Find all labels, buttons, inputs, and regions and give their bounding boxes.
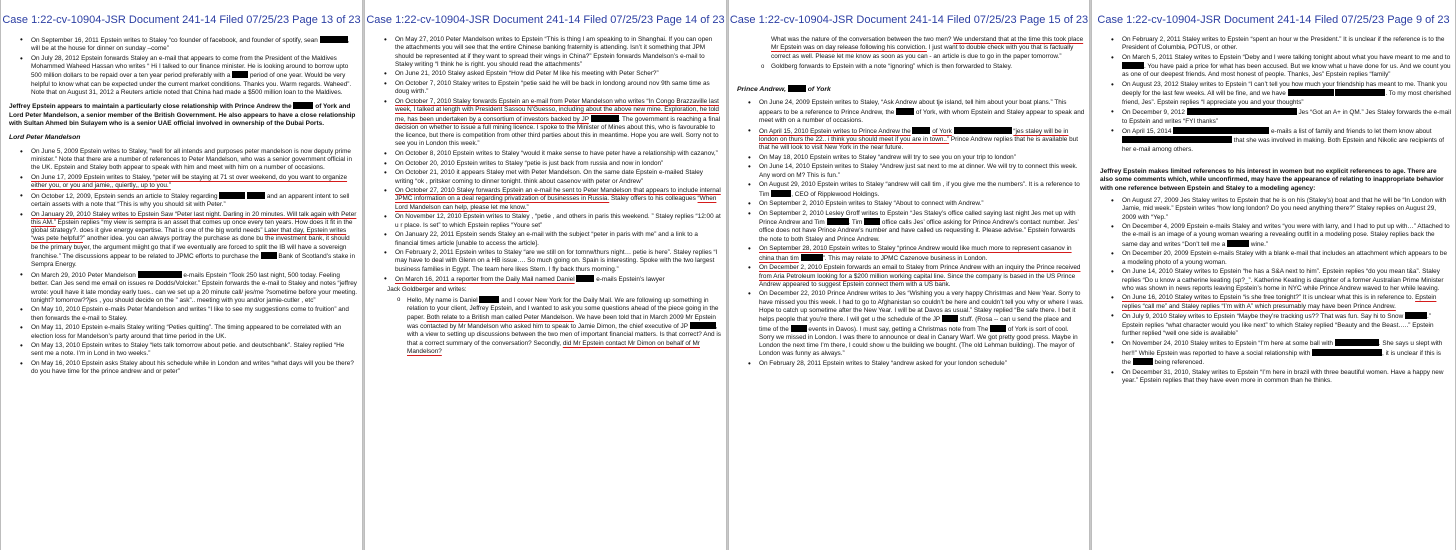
list-item: • On June 14, 2010 Staley writes to Epstein “he has a S&A next to him”. Epstein replies “do you mean t&a”. Staley replies “Do u know a catherine keating (sp?_”. Katherine Keating is daughter of a former Australian Prime Minister who was shown in news reports leaving Epstein’s home in NYC while Prince Andrew waved to her while leaving. <box>1100 268 1451 293</box>
list-item: • On October 12, 2009, Epstein sends an article to Staley regarding and an apparent intent to sell certain assets with a note that “This is why you should sit with Peter.” <box>9 192 358 210</box>
redaction-box <box>1227 240 1249 247</box>
document-page-9 <box>1091 0 1456 550</box>
underlined-text: On June 16, 2010 Staley writes to Epstein “is she free tonight?” <box>1122 294 1302 302</box>
list-item: • On May 10, 2010 Epstein e-mails Peter Mandelson and writes “I like to see my suggestions come to fruition” and then forwards the e-mail to Staley. <box>9 306 358 323</box>
list-item: • On December 4, 2009 Epstein e-mails Staley and writes “you were with larry, and I had to put up with…” Attached to the e-mail is an image of a young woman wearing a revealing outfit in a modeling pose. Staley replies back the same day and writes “Don’t tell me a wine.” <box>1100 223 1451 249</box>
underlined-text: Epstein replies “call me” and Staley replies “I’m with A” which presumably may have been Prince Andrew. <box>1122 294 1437 310</box>
redaction-box <box>219 192 245 199</box>
list-item: • On May 13, 2010 Epstein writes to Staley “lets talk tomorrow about petie. and deutschbank”. Staley replied “He sent me a note. I’m in Lond in two weeks.” <box>9 342 358 359</box>
underlined-text: On October 7, 2010 Staley forwards Epstein an e-mail from Peter Mandelson who writes “In Congo Brazzaville last week, I talked at length with President Sassou N’Guesso, including about the above new mine. Exploration, he told me, has been undertaken by a consortium of investors backed by JP <box>395 97 719 123</box>
underlined-text: On December 2, 2010 Epstein forwards an email to Staley from Prince Andrew with an inquiry the Prince received from Aria Petroleum looking for a $200 million working capital line. <box>759 264 1081 280</box>
bullet-list <box>9 148 358 377</box>
list-item: • On July 9, 2010 Staley writes to Epstein “Maybe they’re tracking us?? That was fun. Say hi to Snow .” Epstein replies “what character would you like next” to which Staley replied “Beauty and the Beast…..” Epstein further replied “well one side is available” <box>1100 312 1451 338</box>
list-item: • On June 24, 2009 Epstein writes to Staley, “Ask Andrew about tje island, tell him about your boat plans.” This appears to be a reference to Prince Andrew, the of York, with whom Epstein and Staley appear to speak and meet with on a number of occasions. <box>737 99 1085 125</box>
list-item: • On October 20, 2010 Epstein writes to Staley “petie is just back from russia and now in london” <box>373 160 722 168</box>
redaction-box <box>138 271 182 278</box>
list-item: • On January 22, 2011 Epstein sends Staley an e-mail with the subject “peter in paris with me” and a link to a financial times article [unable to access the article]. <box>373 231 722 248</box>
list-item: • On October 21, 2010 it appears Staley met with Peter Mandelson. On the same date Epstein e-mailed Staley writing “ok , pritsker coming to dinner tonight. think about casenov with peter or Andrew” <box>373 169 722 186</box>
list-item: • On May 27, 2010 Peter Mandelson writes to Epstein “This is thing I am speaking to in Shanghai. If you can open the attachments you will see that the entire Chinese banking fraternity is attending. Isn’t it something that JPM should be represented at if they want to spread their wings in China?” Epstein forwards Mandelson’s e-mail to Staley writing “I think he is right. you should read the attachments” <box>373 36 722 69</box>
page-header: Case 1:22-cv-10904-JSR Document 241-14 Filed 07/25/23 Page 14 of 23 <box>366 14 725 26</box>
list-item: • On August 23, 2012 Staley writes to Epstein “I can’t tell you how much your friendship has meant to me. Thank you deeply for the last few weeks. All will be fine, and we have . To my most cherished friend, Jes”. Epstein replies “I appreciate you and your thoughts” <box>1100 81 1451 107</box>
underlined-text: On January 29, 2010 Staley writes to Epstein Saw “Peter last night. Darling in 20 minutes. Will talk again with Peter this AM.” <box>31 210 357 226</box>
list-item: • On April 15, 2010 Epstein writes to Prince Andrew the of York “jes staley will be in london on thurs the 22.. i think you should meet if you are in town..” Prince Andrew replies that he is available but that he will look to visit New York in the near future. <box>737 127 1085 153</box>
sub-list <box>737 63 1085 71</box>
sub-list-item: o Goldberg forwards to Epstein with a note “ignoring” which is then forwarded to Staley. <box>737 63 1085 71</box>
list-item: • On March 29, 2010 Peter Mandelson e-mails Epstein “Took 250 last night, 500 today. Feeling better. Can Jes send me email on issues re Dodds/Volcker.” Epstein forwards the e-mail to Staley and notes “jeffrey wrote: youll have it late monday early tues.. can we set up a 20 minute call/ jes/me ?sometime before your meeting. tonight? tomorrow??jes , you should decide on the ” ask”.. meeting with you and/or jamie-cutler , etc” <box>9 271 358 305</box>
redaction-box <box>864 218 880 225</box>
list-item: • On September 28, 2010 Epstein writes to Staley “prince Andrew would like much more to represent casanov in china than tim ”. This may relate to JPMC Cazenove business in London. <box>737 245 1085 263</box>
sub-list-item: o Hello, My name is Daniel and I cover New York for the Daily Mail. We are following up something in relation to your client, Jeffrey Epstein, and I wanted to ask you some questions ahead of the piece going in the paper. Both relate to a British man called Peter Mandelson. We have been told that in March 2009 Mr Epstein was contacted by Mr Mandelson who asked him to speak to Jamie Dimon, the chief executive of JP , with a view to setting up discussions between the two men of important financial matters. Is that correct? And is that a correct summary of the conversation? Secondly, did Mr Epstein contact Mr Dimon on behalf of Mr Mandelson? <box>373 296 722 356</box>
list-item: • On February 28, 2011 Epstein writes to Staley “andrew asked for your london schedule” <box>737 360 1085 368</box>
list-item: • On December 31, 2010, Staley writes to Epstein “I’m here in brazil with three beautiful women. Have a happy new year.” Epstein replies that they have even more in common than he thinks. <box>1100 369 1451 386</box>
bullet-list <box>1100 36 1451 154</box>
underlined-text: Later that day, Epstein writes “was pete helpful? <box>31 227 347 243</box>
section-heading: Prince Andrew, of York <box>737 86 831 94</box>
list-item: • On February 2, 2011 Epstein writes to Staley “are we still on for tomrw/thurs night… petie is here”. Staley replies “I may have to deal with Glenn on a HB issue…. So much going on. Spain is interesting. Spoke with the two largest business families in Egypt. The team here likes Stern. I fly back thurs morning.” <box>373 249 722 274</box>
redaction-box <box>827 218 849 225</box>
list-item: • On June 16, 2010 Staley writes to Epstein “is she free tonight?” It is unclear what this is in reference to. Epstein replies “call me” and Staley replies “I’m with A” which presumably may have been Prince Andrew. <box>1100 294 1451 311</box>
section-intro: Jeffrey Epstein appears to maintain a particularly close relationship with Prince Andrew the of York and Lord Peter Mandelson, a senior member of the British Government. He also appears to have a close relationship with Sultan Ahmed bin Sulayem who is a senior UAE official involved in ownership of the Dubai Ports. <box>9 103 356 127</box>
list-item: • On October 27, 2010 Staley forwards Epstein an e-mail he sent to Peter Mandelson that appears to include internal JPMC information on a deal regarding privatization of businesses in Russia. Staley offers to his colleagues “When Lord Mandelson can help, please let me know.” <box>373 187 722 212</box>
list-item: • On December 22, 2010 Prince Andrew writes to Jes “Wishing you a very happy Christmas and New Year. Sorry to have missed you this week. I had to go to Afghanistan so couldn’t be here and couldn’t tell you why or where I was. Hope to catch up sometime after the New Year. I will be at Davos as usual.” Staley replied “Be safe there. I bet it helps people that you’re there. I will get u the schedule of the JP stuff. (Rosa -- can u send the place and time of the events in Davos). I must say, getting a Christmas note from The of York is sort of cool. Sorry we missed in London. I was there to announce or deal in Canary Warf. We got pretty good press. Maybe in London the next time I’m there, I could show u the building we bought. (The old Lehman building). The mayor of London was funny as always.” <box>737 290 1085 358</box>
underlined-text: did Mr Epstein contact Mr Dimon on behalf of Mr Mandelson? <box>407 339 700 355</box>
list-item: • On November 12, 2010 Epstein writes to Staley , “petie , and others in paris this weekend. ” Staley replies “12:00 at u r place. Is set” to which Epstein replies “Youre set” <box>373 213 722 230</box>
list-item: • On September 16, 2011 Epstein writes to Staley “co founder of facebook, and founder of spotify, sean , will be at the house for dinner on sunday –come” <box>9 36 358 54</box>
list-item: • On February 2, 2011 Staley writes to Epstein “spent an hour w the President.” It is unclear if the reference is to the President of Columbia, POTUS, or other. <box>1100 36 1451 53</box>
list-item: • On March 5, 2011 Staley writes to Epstein “Deby and I were talking tonight about what you have meant to me and to . You have paid a price for what has been accused. But we know what u have done for us. And we count you as one of our deepest friends. And most honest of people. Thanks, Jes” Epstein replies “family” <box>1100 54 1451 80</box>
underlined-text: “When Lord Mandelson can help, please let me know.” <box>395 195 717 211</box>
underlined-text: On April 15, 2010 Epstein writes to Prince Andrew the <box>759 127 911 135</box>
list-item: • On June 14, 2010 Epstein writes to Staley “Andrew just sat next to me at dinner. We will try to connect this week. Any word on M? This is fun.” <box>737 163 1085 180</box>
page-header: Case 1:22-cv-10904-JSR Document 241-14 Filed 07/25/23 Page 9 of 23 <box>1097 14 1450 26</box>
document-page-15 <box>728 0 1090 550</box>
list-item: • On April 15, 2014 e-mails a list of family and friends to let them know about that she was involved in making. Both Epstein and Nikolic are recipients of her e-mail among others. <box>1100 127 1451 154</box>
redaction-box <box>293 102 313 109</box>
redaction-box <box>954 127 1012 134</box>
list-item: • On June 5, 2009 Epstein writes to Staley, “well for all intends and purposes peter mandelson is now deputy prime minister.” Note that there are a number of references to Peter Mandelson, who was a senior government official in the UK. Epstein and Staley both appear to speak with him and meet with him on a number of occasions. <box>9 148 358 173</box>
list-item: • On October 7, 2010 Staley forwards Epstein an e-mail from Peter Mandelson who writes “In Congo Brazzaville last week, I talked at length with President Sassou N’Guesso, including about the above new mine. Exploration, he told me, has been undertaken by a consortium of investors backed by JP . The government is reaching a final decision on whether to issue a full mining licence. I spoke to the Minister of Mines about this, who is favourable to the licence, but there is competition from other third parties about this in meantime. Hope you are well. Sorry not to see you in London this week.” <box>373 98 722 149</box>
continued-quote: What was the nature of the conversation between the two men? We understand that at the time this took place Mr Epstein was on day release following his conviction. I just want to double check with you that is factually correct as well. Please let me know as soon as you can - an article is due to go in the paper tomorrow.” <box>771 36 1084 60</box>
redaction-box <box>942 315 958 322</box>
list-item: • On October 7, 2010 Staley writes to Epstein “petie said he will be back in londong around nov 9th same time as doug wirth.” <box>373 80 722 97</box>
redaction-box <box>801 254 823 261</box>
page-header: Case 1:22-cv-10904-JSR Document 241-14 Filed 07/25/23 Page 15 of 23 <box>729 14 1089 26</box>
list-item: • On May 18, 2010 Epstein writes to Staley “andrew will try to see you on your trip to london” <box>737 154 1085 162</box>
redaction-box <box>1335 339 1379 346</box>
list-item: • On May 16, 2010 Epstein asks Staley about his schedule while in London and writes “what days will you be there? do you have time for the prince andrew and or peter” <box>9 360 358 377</box>
list-item: • On July 28, 2012 Epstein forwards Staley an e-mail that appears to come from the President of the Maldives Mohammed Waheed Hassan who writes “ Hi I talked to our finance minister. He is looking around to borrow upto 500 million dollars to be repaid over a ten year period preferably with a period of one year. Would be very helpful to know what can be expected under the current market conditions. Thanks you. Warm regards. Waheed”. Note that on August 31, 2012 a Reuters article noted that China had made a $500 million loan to the Maldives. <box>9 55 358 97</box>
redaction-box <box>591 115 619 122</box>
section-intro: Jeffrey Epstein makes limited references to his interest in women but no explicit references to age. There are also some comments which, while unconfirmed, may have the appearance of relating to inappropriate behavior with one reference between Epstein and Staley to a modeling agency: <box>1100 168 1444 192</box>
redaction-box <box>1133 358 1153 365</box>
list-item: • On October 8, 2010 Epstein writes to Staley “would it make sense to have peter have a relationship with cazanov,” <box>373 150 722 158</box>
document-page-13 <box>0 0 363 550</box>
page-header: Case 1:22-cv-10904-JSR Document 241-14 Filed 07/25/23 Page 13 of 23 <box>2 14 361 26</box>
sub-list <box>373 296 722 356</box>
redaction-box <box>576 275 594 282</box>
list-item: • On January 29, 2010 Staley writes to Epstein Saw “Peter last night. Darling in 20 minutes. Will talk again with Peter this AM.” Epstein replies “my view is sempra is an asset that comes up once every ten years. How does it fit in the global strategy?. does it give energy expertise. That is one of the big world needs” Later that day, Epstein writes “was pete helpful?” another idea. you can always portray the purchase as done bu the investment bank, it should be the primary buyer, the argument miight go that if we eventually are forced to split the IB will have a sovereign franchise.” The discussions appear to be related to JPMC efforts to purchase the Bank of Scotland’s stake in Sempra Energy. <box>9 211 358 270</box>
list-item: • On September 2, 2010 Lesley Groff writes to Epstein “Jes Staley’s office called saying last night Jes met up with Prince Andrew and Tim . Tim office calls Jes’ office asking for Prince Andrew’s contact number. Jes’ office does not have Prince Andrew’s number and have called us requesting it. Please advise.” Epstein forwards the note to both Staley and Prince Andrew. <box>737 210 1085 244</box>
redaction-box <box>232 71 248 78</box>
list-item <box>9 174 358 191</box>
redaction-box <box>1122 62 1144 69</box>
underlined-text: We understand that at the time this took place Mr Epstein was on day release following his conviction. <box>771 36 1084 52</box>
section-heading: Lord Peter Mandelson <box>9 134 81 142</box>
document-page-14 <box>364 0 727 550</box>
redaction-box <box>791 325 807 332</box>
list-item: • On September 2, 2010 Epstein writes to Staley “About to connect with Andrew.” <box>737 200 1085 208</box>
underlined-text: On October 27, 2010 Staley forwards Epstein an e-mail he sent to Peter Mandelson that appears to include internal JPMC information on a deal regarding privatization of businesses in Russia. <box>395 187 721 203</box>
redaction-box <box>990 325 1006 332</box>
list-item: • On August 27, 2009 Jes Staley writes to Epstein that he is on his (Staley’s) boat and that he will be “In London with Jamie, mid week.” Epstein writes “how long london? Do you need anything there?” Staley replies on August 29, 2009 with “Yep.” <box>1100 197 1451 222</box>
redaction-box <box>1173 127 1269 134</box>
list-item: • On December 2, 2010 Epstein forwards an email to Staley from Prince Andrew with an inquiry the Prince received from Aria Petroleum looking for a $200 million working capital line. Since the company is based in the US Prince Andrew appeared to suggest Epstein connect them with a US bank. <box>737 264 1085 289</box>
underlined-text: On March 16, 2011 a reporter from the Daily Mail named Daniel <box>395 276 575 284</box>
underlined-text: On June 17, 2009 Epstein writes to Staley, “peter will be staying at 71 st over weekend, do you want to organize either you, or you and jamie,, quiertly,, up to you.” <box>31 173 348 190</box>
list-item: • On December 20, 2009 Epstein e-mails Staley with a blank e-mail that includes an attachment which appears to be a modeling photo of a young woman. <box>1100 250 1451 267</box>
redaction-box <box>479 296 499 303</box>
quote-intro: Jack Goldberger and writes: <box>387 285 467 293</box>
redaction-box <box>788 85 806 92</box>
list-item: • On May 11, 2010 Epstein e-mails Staley writing “Peties quitting”. The timing appeared to be correlated with an election loss for Mandelson’s party around that time period in the UK. <box>9 324 358 341</box>
redaction-box <box>690 322 716 329</box>
underlined-text: On September 28, 2010 Epstein writes to Staley “prince Andrew would like much more to represent casanov in china than tim <box>759 245 1072 262</box>
redaction-box <box>1288 89 1334 96</box>
redaction-box <box>1312 349 1382 356</box>
bullet-list <box>373 36 722 285</box>
list-item: • On August 29, 2010 Epstein writes to Staley “andrew will call tim , if you give me the numbers”. It is a reference to Tim , CEO of Ripplewood Holdings. <box>737 181 1085 199</box>
redaction-box <box>1187 108 1297 115</box>
underlined-text: of York <box>932 127 952 135</box>
redaction-box <box>771 190 791 197</box>
list-item: • On December 9, 2012 Jes “Got an A+ in QM.” Jes Staley forwards the e-mail to Epstein and writes “FYI thanks” <box>1100 108 1451 126</box>
bullet-list <box>1100 197 1451 385</box>
redaction-box <box>896 108 914 115</box>
redaction-box <box>261 252 277 259</box>
redaction-box <box>320 36 348 43</box>
list-item: • On March 16, 2011 a reporter from the Daily Mail named Daniel e-mails Epstein’s lawyer <box>373 275 722 284</box>
underlined-text: Both relate to a British man called Peter Mandelson. <box>426 313 574 321</box>
list-item: • On November 24, 2010 Staley writes to Epstein “I’m here at some ball with . She says u slept with her!!” While Epstein was reported to have a social relationship with , it is unclear if this is the being referenced. <box>1100 339 1451 367</box>
redaction-box <box>247 192 265 199</box>
redaction-box <box>1405 312 1427 319</box>
bullet-list <box>737 99 1085 368</box>
redaction-box <box>1122 136 1232 143</box>
redaction-box <box>1335 89 1385 96</box>
bullet-list <box>9 36 358 97</box>
list-item: • On June 21, 2010 Staley asked Epstein “How did Peter M like his meeting with Peter Scher?” <box>373 70 722 78</box>
redaction-box <box>912 127 930 134</box>
underlined-text: “jes staley will be in london on thurs the 22.. i think you should meet if you are in town..” <box>759 127 1069 143</box>
